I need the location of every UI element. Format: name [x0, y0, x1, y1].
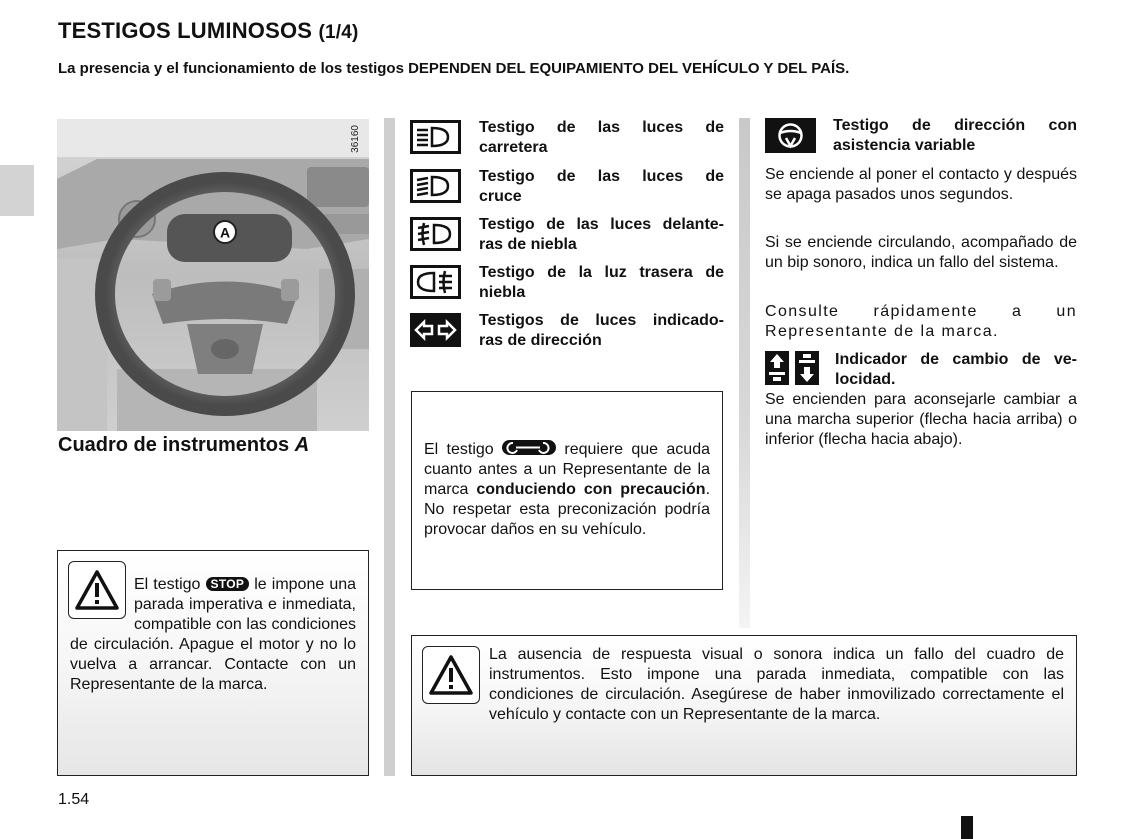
warning-triangle-icon	[68, 561, 126, 619]
page-subtitle	[58, 60, 849, 77]
photo-reference-number: 36160	[350, 125, 361, 153]
high-beam-icon	[410, 120, 461, 154]
cluster-fault-warning-box	[411, 635, 1077, 776]
photo-caption-letter: A	[294, 434, 310, 456]
indicator-label-line2: cruce	[479, 188, 522, 205]
column-divider	[384, 118, 395, 776]
gear-title-line1: Indicador de cambio de ve-	[835, 351, 1077, 368]
gear-title-line2: locidad.	[835, 371, 896, 388]
stop-icon: STOP	[206, 577, 250, 591]
indicator-label-line1: Testigo de las luces de	[479, 168, 724, 185]
service-note-text	[424, 440, 710, 540]
callout-letter: A	[219, 224, 231, 241]
warning-triangle-icon	[422, 646, 480, 704]
indicator-label	[479, 215, 724, 255]
steering-paragraph: Si se enciende circulando, acompañado de un bip sonoro, indica un fallo del sistema.	[765, 234, 1077, 271]
section-tab	[0, 165, 34, 216]
gear-shift-icons	[765, 351, 819, 385]
service-note-post: . No respetar esta preconización podría provocar daños en su vehículo.	[424, 481, 711, 538]
dashboard-illustration	[57, 119, 369, 431]
stop-warning-post: le impone una parada imperativa e inmediata, compatible con las condiciones de circulación. Apague el motor y no lo vuelva a arrancar. Contacte con un Representante de la marca.	[70, 576, 357, 693]
stop-warning-pre: El testigo	[134, 576, 201, 593]
indicator-label-line2: niebla	[479, 284, 526, 301]
front-fog-icon	[410, 217, 461, 251]
steering-paragraph: Se enciende al poner el contacto y después se apaga pasados unos segundos.	[765, 166, 1077, 203]
stop-warning-box	[57, 550, 369, 776]
steering-title	[833, 116, 1077, 156]
indicator-label-line1: Testigos de luces indicado-	[479, 312, 724, 329]
gear-title	[835, 350, 1077, 390]
indicator-label	[479, 167, 724, 207]
indicator-label	[479, 311, 724, 351]
low-beam-icon	[410, 169, 461, 203]
indicator-label-line1: Testigo de las luces de	[479, 119, 724, 136]
power-steering-icon	[765, 118, 816, 153]
cluster-fault-warning-text: La ausencia de respuesta visual o sonora indica un fallo del cuadro de instrumentos. Esto impone una parada inmediata, compatible con las condiciones de circulación. Asegúrese de haber inmovilizado correctamente el vehículo y contacte con un Representante de la marca.	[489, 646, 1064, 723]
page-number: 1.54	[58, 791, 90, 808]
indicator-label-line1: Testigo de las luces delante-	[479, 216, 724, 233]
gear-paragraph: Se encienden para aconsejarle cambiar a una marcha superior (flecha hacia arriba) o inferior (flecha hacia abajo).	[765, 391, 1077, 448]
instrument-panel-photo	[57, 119, 369, 431]
page-title-suffix: (1/4)	[318, 22, 359, 43]
page-title	[58, 18, 359, 44]
gear-up-icon	[765, 351, 789, 385]
subtitle-emphasis: DEPENDEN DEL EQUIPAMIENTO DEL VEHÍCULO Y DEL PAÍS.	[408, 60, 850, 77]
indicator-label	[479, 263, 724, 303]
turn-signal-icon	[410, 313, 461, 347]
steering-paragraph: Consulte rápidamente a un Representante de la marca.	[765, 303, 1077, 340]
service-note-box	[411, 391, 723, 590]
indicator-label	[479, 118, 724, 158]
photo-caption	[58, 434, 309, 457]
indicator-label-line1: Testigo de la luz trasera de	[479, 264, 724, 281]
page-title-text: TESTIGOS LUMINOSOS	[58, 18, 313, 43]
service-note-bold: conduciendo con precaución	[476, 481, 706, 498]
steering-title-line1: Testigo de dirección con	[833, 117, 1077, 134]
service-note-pre: El testigo	[424, 441, 494, 458]
indicator-label-line2: ras de niebla	[479, 236, 577, 253]
gear-down-icon	[795, 351, 819, 385]
photo-caption-text: Cuadro de instrumentos	[58, 434, 290, 456]
subtitle-text: La presencia y el funcionamiento de los testigos	[58, 60, 409, 77]
rear-fog-icon	[410, 265, 461, 299]
wrench-icon	[502, 440, 556, 455]
steering-title-line2: asistencia variable	[833, 137, 976, 154]
indicator-label-line2: ras de dirección	[479, 332, 602, 349]
stop-warning-text	[70, 575, 356, 695]
page-edge-marker	[961, 816, 973, 839]
service-note-mid: requiere que acuda cuanto antes a un Representante de la marca	[424, 441, 710, 498]
column-divider	[739, 118, 750, 628]
indicator-label-line2: carretera	[479, 139, 548, 156]
